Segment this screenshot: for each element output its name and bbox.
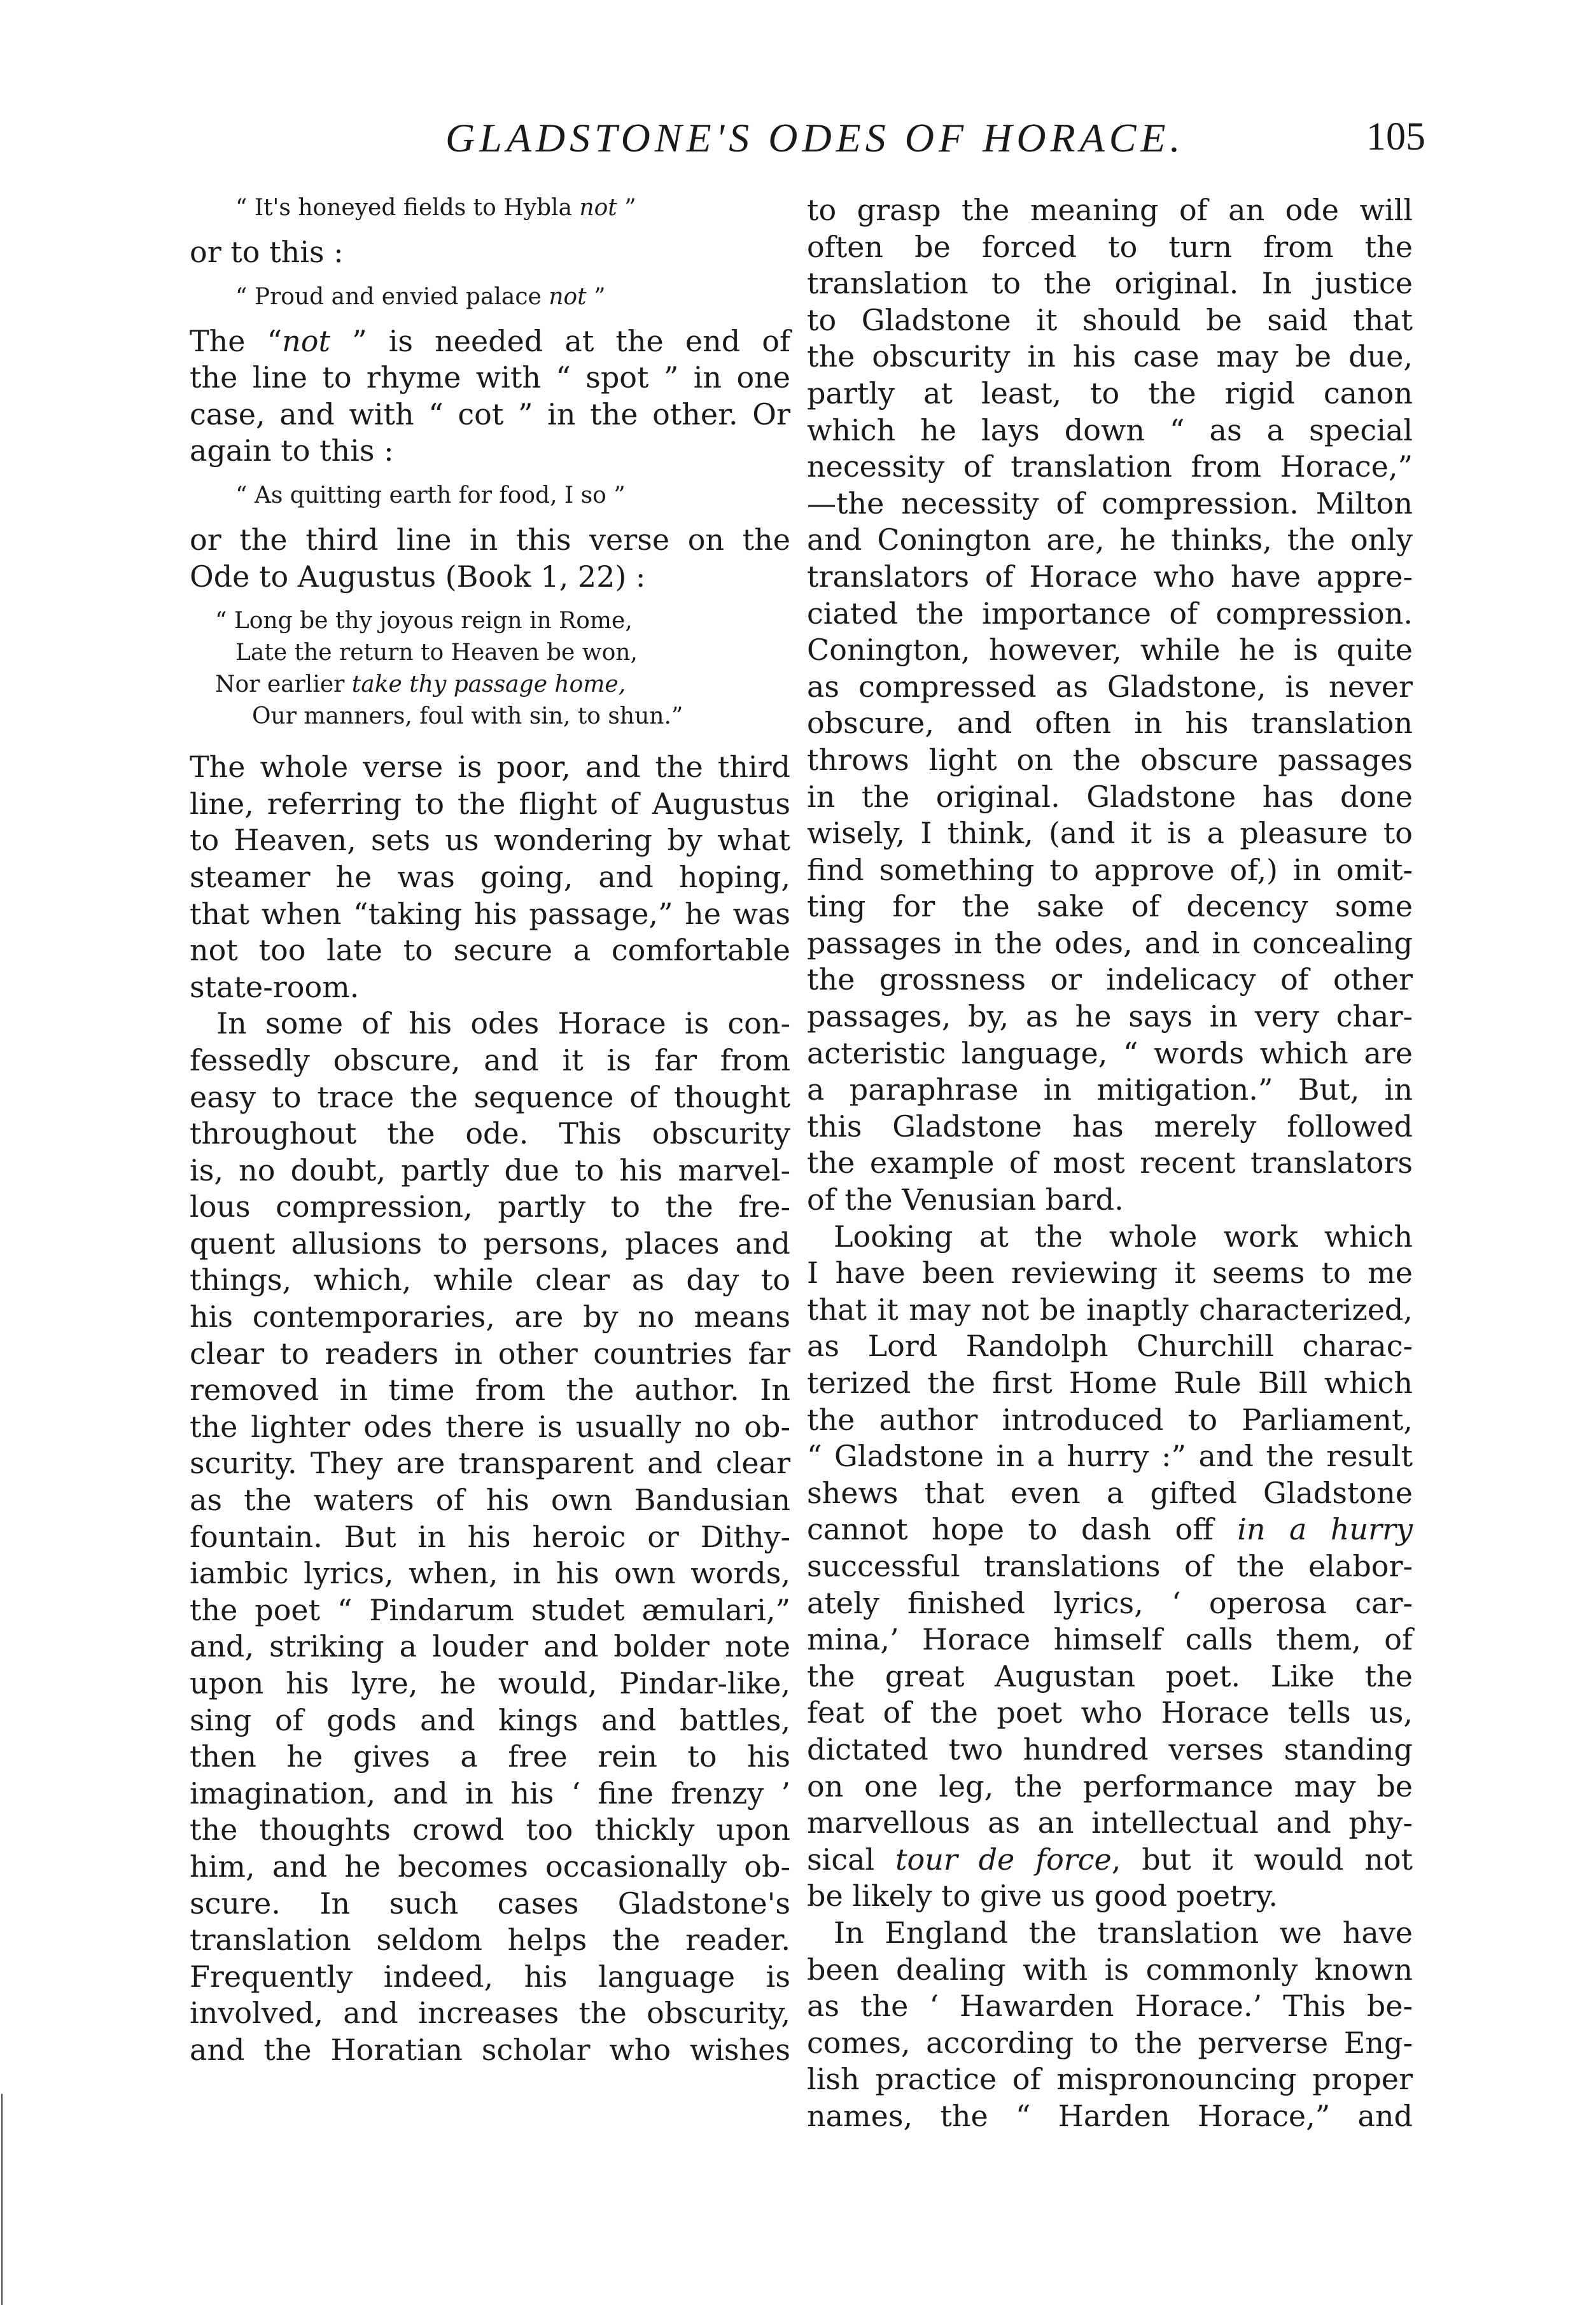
paragraph-line: translators of Horace who have appre- xyxy=(807,559,1413,594)
paragraph-line: ting for the sake of decency some xyxy=(807,889,1413,924)
paragraph-line: his contemporaries, are by no means xyxy=(190,1300,790,1335)
paragraph-line: throughout the ode. This obscurity xyxy=(190,1116,790,1151)
paragraph-line: scure. In such cases Gladstone's xyxy=(190,1886,790,1921)
paragraph-line: the obscurity in his case may be due, xyxy=(807,339,1413,374)
paragraph-line: acteristic language, “ words which are xyxy=(807,1035,1413,1070)
paragraph-line: throws light on the obscure passages xyxy=(807,742,1413,777)
verse-line: Late the return to Heaven be won, xyxy=(235,640,638,666)
paragraph-line: I have been reviewing it seems to me xyxy=(807,1256,1413,1291)
paragraph-line: or to this : xyxy=(190,235,344,269)
paragraph-line: marvellous as an intellectual and phy- xyxy=(807,1805,1413,1840)
paragraph-line: easy to trace the sequence of thought xyxy=(190,1079,790,1114)
paragraph-line: case, and with “ cot ” in the other. Or xyxy=(190,396,790,431)
paragraph-line: the example of most recent translators xyxy=(807,1145,1413,1181)
paragraph-line: sical tour de force, but it would not xyxy=(807,1842,1413,1877)
paragraph-line: Conington, however, while he is quite xyxy=(807,633,1413,668)
paragraph-line: The whole verse is poor, and the third xyxy=(190,750,790,785)
paragraph-line: that it may not be inaptly characterized, xyxy=(807,1292,1413,1327)
paragraph-line: names, the “ Harden Horace,” and xyxy=(807,2098,1413,2133)
quote-line: “ Proud and envied palace not ” xyxy=(235,283,606,310)
paragraph-line: then he gives a free rein to his xyxy=(190,1739,790,1774)
paragraph-line: sing of gods and kings and battles, xyxy=(190,1702,790,1737)
paragraph-line: lous compression, partly to the fre- xyxy=(190,1189,790,1224)
paragraph-line: and Conington are, he thinks, the only xyxy=(807,522,1413,557)
paragraph-line: as compressed as Gladstone, is never xyxy=(807,669,1413,704)
paragraph-line: cannot hope to dash off in a hurry xyxy=(807,1512,1413,1547)
paragraph-line: as Lord Randolph Churchill charac- xyxy=(807,1329,1413,1364)
paragraph-line: scurity. They are transparent and clear xyxy=(190,1446,790,1481)
paragraph-line: comes, according to the perverse Eng- xyxy=(807,2025,1413,2060)
quote-line: “ As quitting earth for food, I so ” xyxy=(235,482,626,508)
paragraph-line: steamer he was going, and hoping, xyxy=(190,859,790,894)
paragraph-line: quent allusions to persons, places and xyxy=(190,1226,790,1261)
paragraph-line: as the waters of his own Bandusian xyxy=(190,1483,790,1518)
paragraph-line: the great Augustan poet. Like the xyxy=(807,1658,1413,1693)
paragraph-line: in the original. Gladstone has done xyxy=(807,779,1413,814)
paragraph-line: the author introduced to Parliament, xyxy=(807,1402,1413,1437)
verse-line: Our manners, foul with sin, to shun.” xyxy=(252,703,683,730)
paragraph-line: passages in the odes, and in concealing xyxy=(807,925,1413,960)
paragraph-line: been dealing with is commonly known xyxy=(807,1952,1413,1987)
paragraph-line: of the Venusian bard. xyxy=(807,1182,1124,1217)
paragraph-line: removed in time from the author. In xyxy=(190,1373,790,1408)
paragraph-line: that when “taking his passage,” he was xyxy=(190,896,790,931)
paragraph-line: involved, and increases the obscurity, xyxy=(190,1996,790,2031)
paragraph-line: wisely, I think, (and it is a pleasure to xyxy=(807,816,1413,851)
paragraph-line: —the necessity of compression. Milton xyxy=(807,486,1413,521)
page-header xyxy=(191,115,1425,172)
paragraph-line: passages, by, as he says in very char- xyxy=(807,999,1413,1034)
paragraph-line: him, and he becomes occasionally ob- xyxy=(190,1849,790,1884)
paragraph-line: and, striking a louder and bolder note xyxy=(190,1629,790,1664)
paragraph-line: a paraphrase in mitigation.” But, in xyxy=(807,1072,1413,1107)
right-column xyxy=(807,192,1413,2134)
page-number: 105 xyxy=(1366,115,1425,158)
left-column xyxy=(190,192,790,2069)
paragraph-line: partly at least, to the rigid canon xyxy=(807,375,1413,410)
paragraph-line: obscure, and often in his translation xyxy=(807,706,1413,741)
paragraph-line: lish practice of mispronouncing proper xyxy=(807,2062,1413,2097)
paragraph-line: Frequently indeed, his language is xyxy=(190,1959,790,1994)
paragraph-line: iambic lyrics, when, in his own words, xyxy=(190,1556,790,1591)
paragraph-line: state-room. xyxy=(190,969,360,1004)
verse-line: Nor earlier take thy passage home, xyxy=(215,671,626,698)
paragraph-line: terized the first Home Rule Bill which xyxy=(807,1366,1413,1400)
paragraph-line: again to this : xyxy=(190,433,394,468)
paragraph-line: the lighter odes there is usually no ob- xyxy=(190,1409,790,1444)
paragraph-line: is, no doubt, partly due to his marvel- xyxy=(190,1152,790,1188)
paragraph-line: Looking at the whole work which xyxy=(834,1219,1413,1254)
paragraph-line: shews that even a gifted Gladstone xyxy=(807,1475,1413,1510)
paragraph-line: line, referring to the flight of Augustus xyxy=(190,786,790,821)
paragraph-line: or the third line in this verse on the xyxy=(190,522,790,557)
paragraph-line: In England the translation we have xyxy=(834,1915,1413,1950)
paragraph-line: on one leg, the performance may be xyxy=(807,1769,1413,1804)
paragraph-line: the grossness or indelicacy of other xyxy=(807,962,1413,997)
paragraph-line: upon his lyre, he would, Pindar-like, xyxy=(190,1666,790,1700)
paragraph-line: “ Gladstone in a hurry :” and the result xyxy=(807,1439,1413,1474)
paragraph-line: be likely to give us good poetry. xyxy=(807,1879,1278,1914)
quote-line: “ It's honeyed fields to Hybla not ” xyxy=(235,195,636,221)
paragraph-line: the poet “ Pindarum studet æmulari,” xyxy=(190,1592,790,1627)
paragraph-line: dictated two hundred verses standing xyxy=(807,1732,1413,1767)
paragraph-line: and the Horatian scholar who wishes xyxy=(190,2032,790,2067)
paragraph-line: mina,’ Horace himself calls them, of xyxy=(807,1622,1413,1657)
paragraph-line: to Gladstone it should be said that xyxy=(807,302,1413,337)
paragraph-line: to Heaven, sets us wondering by what xyxy=(190,823,790,858)
paragraph-line: the line to rhyme with “ spot ” in one xyxy=(190,360,790,395)
paragraph-line: fountain. But in his heroic or Dithy- xyxy=(190,1519,790,1554)
paragraph-line: imagination, and in his ‘ fine frenzy ’ xyxy=(190,1776,790,1811)
paragraph-line: ciated the importance of compression. xyxy=(807,596,1413,631)
verse-line: “ Long be thy joyous reign in Rome, xyxy=(215,608,633,634)
paragraph-line: successful translations of the elabor- xyxy=(807,1548,1413,1583)
scan-margin-line xyxy=(1,2094,3,2305)
paragraph-line: as the ‘ Hawarden Horace.’ This be- xyxy=(807,1989,1413,2024)
paragraph-line: translation seldom helps the reader. xyxy=(190,1923,790,1958)
paragraph-line: clear to readers in other countries far xyxy=(190,1336,790,1371)
paragraph-line: necessity of translation from Horace,” xyxy=(807,449,1413,484)
paragraph-line: In some of his odes Horace is con- xyxy=(216,1006,790,1041)
paragraph-line: The “not ” is needed at the end of xyxy=(190,323,790,358)
paragraph-line: to grasp the meaning of an ode will xyxy=(807,193,1413,227)
paragraph-line: not too late to secure a comfortable xyxy=(190,933,790,968)
paragraph-line: fessedly obscure, and it is far from xyxy=(190,1042,790,1077)
paragraph-line: things, which, while clear as day to xyxy=(190,1263,790,1298)
paragraph-line: this Gladstone has merely followed xyxy=(807,1109,1413,1144)
paragraph-line: find something to approve of,) in omit- xyxy=(807,852,1413,887)
paragraph-line: often be forced to turn from the xyxy=(807,229,1413,264)
running-title: GLADSTONE'S ODES OF HORACE. xyxy=(445,115,1185,160)
paragraph-line: ately finished lyrics, ‘ operosa car- xyxy=(807,1585,1413,1620)
paragraph-line: the thoughts crowd too thickly upon xyxy=(190,1812,790,1847)
paragraph-line: Ode to Augustus (Book 1, 22) : xyxy=(190,559,646,594)
paragraph-line: which he lays down “ as a special xyxy=(807,412,1413,447)
paragraph-line: feat of the poet who Horace tells us, xyxy=(807,1695,1413,1730)
paragraph-line: translation to the original. In justice xyxy=(807,266,1413,301)
